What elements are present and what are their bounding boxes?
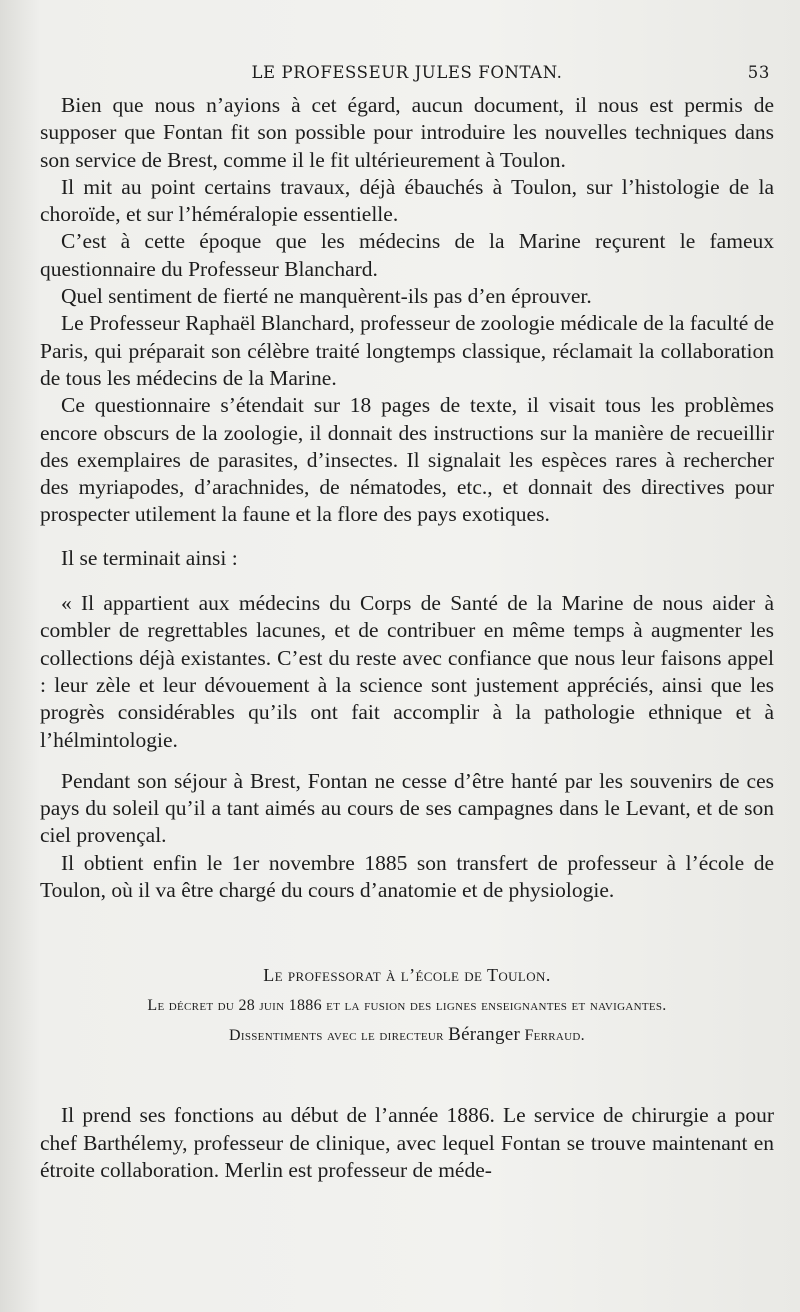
section-heading: [40, 960, 774, 1050]
running-header: [40, 58, 774, 92]
paragraph: Bien que nous n’ayions à cet égard, aucun document, il nous est permis de supposer que Fontan fit son possible pour introduire les nouvelles techniques dans son service de Brest, comme il le fit ultérieurement à Toulon.: [40, 93, 774, 172]
paragraph: Il mit au point certains travaux, déjà ébauchés à Toulon, sur l’histologie de la choroïde, et sur l’héméralopie essentielle.: [40, 174, 774, 227]
paragraph: Pendant son séjour à Brest, Fontan ne cesse d’être hanté par les souvenirs de ces pays du soleil qu’il a tant aimés au cours de ses campagnes dans le Levant, et de son ciel provençal.: [40, 768, 774, 848]
section-subtitle-2: [40, 1020, 774, 1050]
paragraph: Quel sentiment de fierté ne manquèrent-ils pas d’en éprouver.: [61, 284, 592, 309]
paragraph: Il se terminait ainsi :: [61, 545, 238, 570]
paragraph: Ce questionnaire s’étendait sur 18 pages de texte, il visait tous les problèmes encore obscurs de la zoologie, il donnait des instructions sur la manière de recueillir des exemplaires de parasites, d’insectes. Il signalait les espèces rares à rechercher des myriapodes, d’arachnides, de nématodes, etc., et donnait des directives pour prospecter utilement la faune et la flore des pays exotiques.: [40, 393, 774, 527]
paragraph: Le Professeur Raphaël Blanchard, professeur de zoologie médicale de la faculté de Paris, qui préparait son célèbre traité longtemps classique, réclamait la collaboration de tous les médecins de la Marine.: [40, 311, 774, 390]
section-title: Le professorat à l’école de Toulon.: [263, 965, 551, 986]
subtitle-suffix: Ferraud.: [524, 1027, 585, 1045]
paragraph: Il prend ses fonctions au début de l’année 1886. Le service de chirurgie a pour chef Barthélemy, professeur de clinique, avec lequel Fontan se trouve maintenant en étroite collaboration. Merlin est professeur de méde-: [40, 1103, 774, 1182]
subtitle-prefix: Dissentiments avec le directeur: [229, 1027, 444, 1045]
body-text: [40, 92, 774, 1184]
page-number: 53: [747, 63, 770, 82]
subtitle-name: Béranger: [448, 1024, 521, 1046]
paragraph: Il obtient enfin le 1er novembre 1885 son transfert de professeur à l’école de Toulon, où il va être chargé du cours d’anatomie et de physiologie.: [40, 850, 774, 903]
running-title: LE PROFESSEUR JULES FONTAN.: [251, 63, 563, 82]
section-subtitle: Le décret du 28 juin 1886 et la fusion des lignes enseignantes et navigantes.: [147, 997, 667, 1015]
quote-paragraph: « Il appartient aux médecins du Corps de Santé de la Marine de nous aider à combler de regrettables lacunes, et de contribuer en même temps à augmenter les collections déjà existantes. C’est du reste avec confiance que nous leur faisons appel : leur zèle et leur dévouement à la science sont justement appréciés, ainsi que les progrès considérables qu’ils ont fait accomplir à la pathologie ethnique et à l’hélmintologie.: [40, 591, 774, 752]
paragraph: C’est à cette époque que les médecins de la Marine reçurent le fameux questionnaire du Professeur Blanchard.: [40, 229, 774, 281]
